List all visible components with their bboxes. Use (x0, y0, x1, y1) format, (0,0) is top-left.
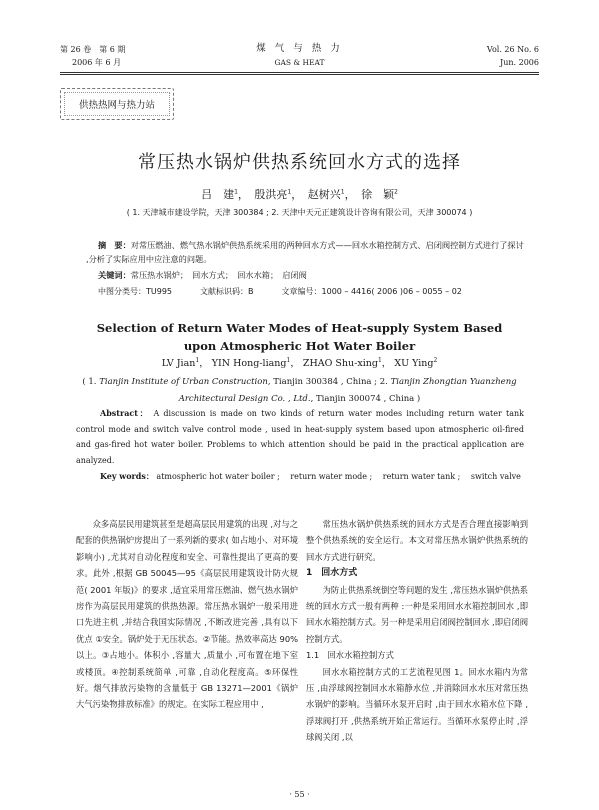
body-paragraph: 为防止供热系统倒空等问题的发生 ,常压热水锅炉供热系统的回水方式一般有两种 :一种是采用回水水箱控制回水 ,即回水水箱控制方式。另一种是采用启闭阀控制回水 ,即启闭阀控制方式。 (306, 584, 528, 644)
body-paragraph: 众多高层民用建筑甚至是超高层民用建筑的出现 ,对与之配套的供热锅炉房提出了一系列新的要求( 如占地小、对环境影响小) ,尤其对自动化程度和安全、可靠性提出了更高的要求。此外 ,根据 GB 50045—95《高层民用建筑设计防火规范( 2001 年版)》的要求 ,适宜采用常压燃油、燃气热水锅炉房作为高层民用建筑的供热热源。常压热水锅炉一般采用进口先进主机 ,并结合我国实际情况 ,不断改进完善 ,具有以下优点 ①安全。锅炉处于无压状态。②节能。热效率高达 90% 以上。③占地小。体积小 ,容量大 ,质量小 ,可布置在地下室或楼顶。④控制系统简单 ,可靠 ,自动化程度高。⑤环保性好。烟气排放污染物的含量低于 GB 13271—2001《锅炉大气污染物排放标准》的规定。在实际工程应用中 , (76, 519, 298, 710)
body-column-right (306, 516, 528, 746)
authors-en: LV Jian$^1$， YIN Hong-liang$^1$， ZHAO Shu-xing$^1$， XU Ying$^2$ (161, 356, 438, 369)
abstract-en-label: Abstract： (100, 408, 150, 418)
header-date-cn: 2006 年 6 月 (72, 58, 122, 67)
classification-line (98, 286, 490, 297)
body-paragraph: 常压热水锅炉供热系统的回水方式是否合理直接影响到整个供热系统的安全运行。本文对常压热水锅炉供热系统的回水方式进行研究。 (306, 519, 528, 562)
abstract-en-text: A discussion is made on two kinds of return water modes including return water tank control mode and switch valve control mode , used in heat-supply system based upon atmospheric oil-fired and gas-fired hot water boiler. Problems to which attention should be paid in the practical application are analyzed. (76, 409, 525, 465)
abstract-cn-label: 摘 要： (98, 240, 131, 250)
paper-title-cn: 常压热水锅炉供热系统回水方式的选择 (138, 152, 461, 173)
header-journal-title-en: GAS & HEAT (274, 58, 325, 67)
affiliations-en: ( 1. Tianjin Institute of Urban Construction, Tianjin 300384 , China ; 2. Tianjin Zhongtian Yuanzheng Architectural Design Co. , Ltd., Tianjin 300074 , China ) (82, 377, 517, 404)
document-code: 文献标识码：B (200, 287, 254, 296)
author-2: 殷洪亮 (254, 188, 288, 201)
body-column-left (76, 516, 298, 713)
header-rule (60, 72, 539, 73)
abstract-en (76, 406, 524, 468)
paper-title-en: Selection of Return Water Modes of Heat-supply System Based upon Atmospheric Hot Water Boiler (96, 321, 503, 353)
author-4: 徐 颖 (361, 188, 395, 201)
clc-number: 中图分类号：TU995 (98, 287, 173, 296)
section-heading: 1 回水方式 (306, 568, 358, 579)
header-journal-title-cn: 煤 气 与 热 力 (256, 43, 343, 54)
column-tag-label: 供热热网与热力站 (64, 92, 170, 116)
header-volume-issue-en: Vol. 26 No. 6 (486, 45, 539, 54)
keywords-en-label: Key words： (100, 471, 154, 481)
keywords-en-text: atmospheric hot water boiler ; return water mode ; return water tank ; switch valve (156, 472, 521, 481)
subsection-heading: 1.1 回水水箱控制方式 (306, 650, 394, 661)
header-volume-issue: 第 26 卷 第 6 期 (60, 45, 126, 54)
column-tag-box (60, 88, 174, 120)
abstract-cn (86, 238, 526, 266)
body-paragraph: 回水水箱控制方式的工艺流程见图 1。回水水箱内为常压 ,由浮球阀控制回水水箱静水位 ,并消除回水水压对常压热水锅炉的影响。当循环水泵开启时 ,由于回水水箱水位下降 ,浮球阀打开 ,供热系统开始正常运行。当循环水泵停止时 ,浮球阀关闭 ,以 (306, 666, 528, 743)
page-number: · 55 · (289, 790, 310, 799)
header-date-en: Jun. 2006 (500, 58, 539, 67)
keywords-cn-text: 常压热水锅炉； 回水方式； 回水水箱； 启闭阀 (130, 270, 307, 280)
keywords-cn-label: 关键词： (98, 270, 131, 280)
abstract-cn-text: 对常压燃油、燃气热水锅炉供热系统采用的两种回水方式——回水水箱控制方式、启闭阀控制方式进行了探讨 ,分析了实际应用中应注意的问题。 (86, 240, 524, 264)
author-3: 赵树兴 (307, 188, 341, 201)
keywords-cn (98, 270, 307, 281)
keywords-en (76, 469, 524, 485)
affiliations-cn: ( 1. 天津城市建设学院，天津 300384 ; 2. 天津中天元正建筑设计咨询有限公司，天津 300074 ) (126, 208, 473, 217)
header-rule-secondary (60, 74, 539, 75)
author-1: 吕 建 (201, 188, 235, 201)
authors-cn: 吕 建$^1$， 殷洪亮$^1$， 赵树兴$^1$， 徐 颖$^2$ (201, 188, 398, 201)
article-number: 文章编号：1000 – 4416( 2006 )06 – 0055 – 02 (281, 287, 462, 296)
